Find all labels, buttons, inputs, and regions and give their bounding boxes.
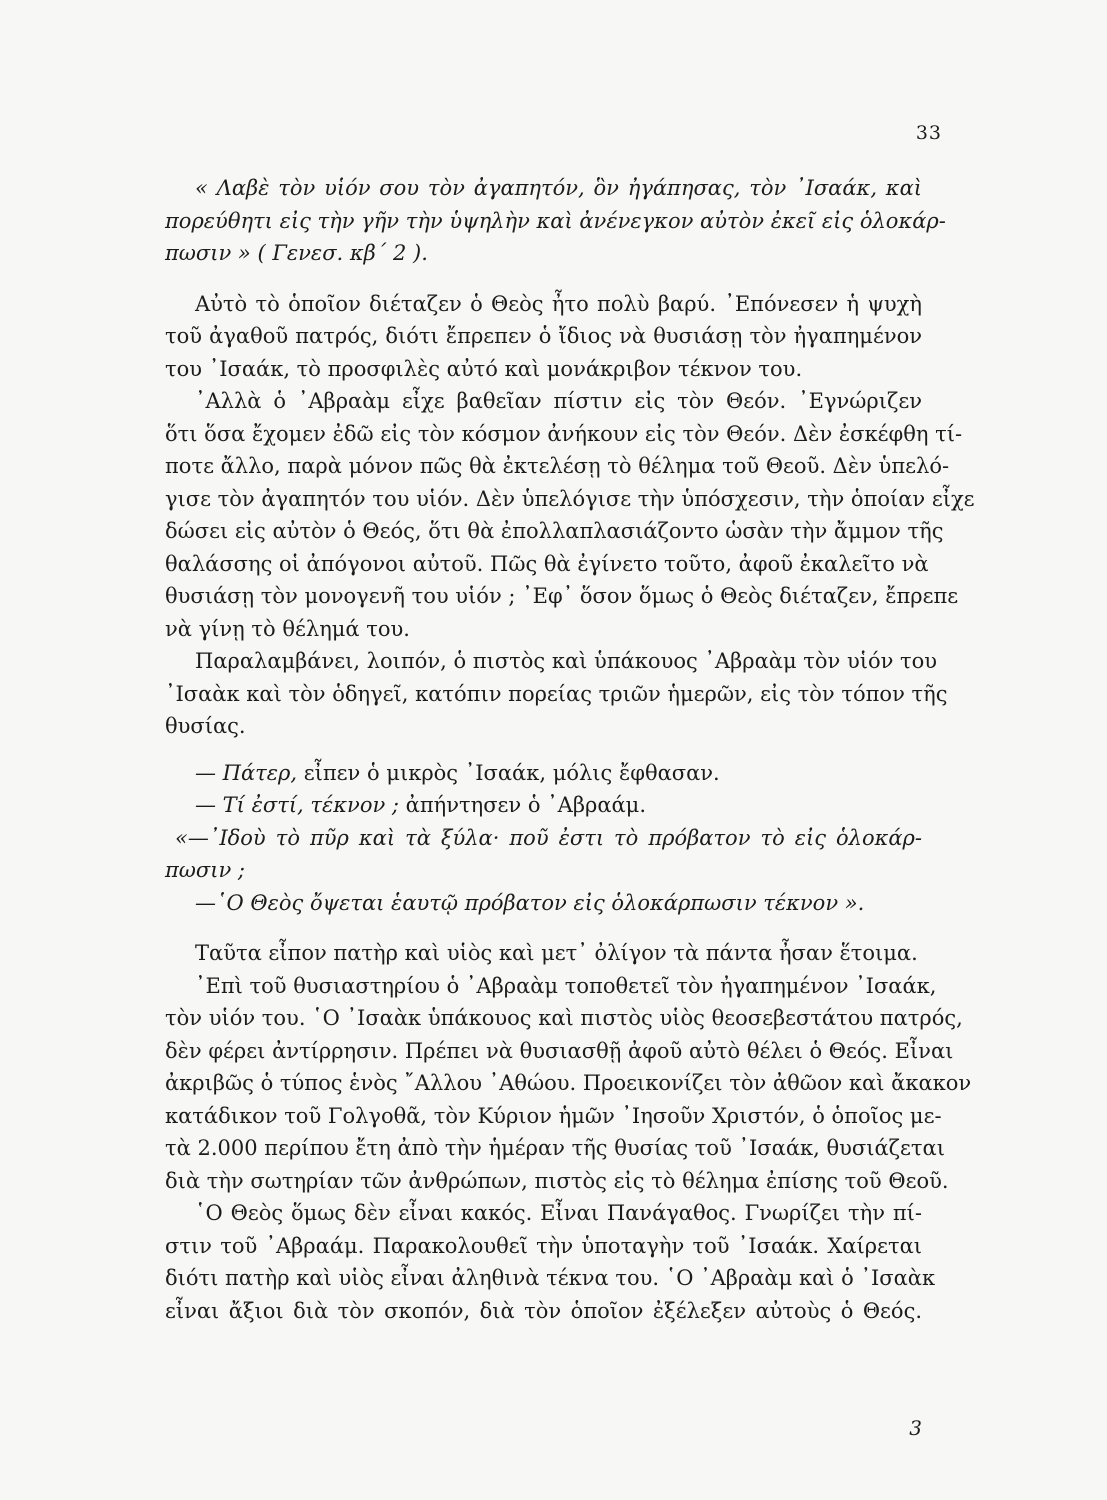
paragraph-line: ἀκριβῶς ὁ τύπος ἑνὸς ῎Αλλου ᾿Αθώου. Προεικονίζει τὸν ἀθῶον καὶ ἄκακον: [165, 1071, 972, 1095]
paragraph-line: ᾿Αλλὰ ὁ ᾿Αβραὰμ εἶχε βαθεῖαν πίστιν εἰς τὸν Θεόν. ᾿Εγνώριζεν: [195, 389, 922, 413]
paragraph-line: γισε τὸν ἀγαπητόν του υἱόν. Δὲν ὑπελόγισε τὴν ὑπόσχεσιν, τὴν ὁποίαν εἶχε: [165, 486, 975, 511]
spacer: [165, 270, 922, 288]
paragraph-line: τὰ 2.000 περίπου ἔτη ἀπὸ τὴν ἡμέραν τῆς θυσίας τοῦ ᾿Ισαάκ, θυσιάζεται: [165, 1136, 945, 1160]
dialogue-narration: εἶπεν ὁ μικρὸς ᾿Ισαάκ, μόλις ἔφθασαν.: [297, 760, 720, 785]
paragraph-line: Ταῦτα εἶπον πατὴρ καὶ υἱὸς καὶ μετ᾿ ὀλίγον τὰ πάντα ἦσαν ἕτοιμα.: [195, 941, 918, 965]
paragraph-line: θυσιάσῃ τὸν μονογενῆ του υἱόν ; ᾿Εφ᾿ ὅσον ὅμως ὁ Θεὸς διέταζεν, ἔπρεπε: [165, 584, 959, 608]
quote-line: πορεύθητι εἰς τὴν γῆν τὴν ὑψηλὴν καὶ ἀνένεγκον αὐτὸν ἐκεῖ εἰς ὁλοκάρ-: [165, 208, 946, 233]
spacer: [165, 743, 922, 757]
paragraph-line: Αὐτὸ τὸ ὁποῖον διέταζεν ὁ Θεὸς ἦτο πολὺ βαρύ. ᾿Επόνεσεν ἡ ψυχὴ: [195, 291, 922, 316]
spacer: [165, 919, 922, 937]
dialogue-line: [165, 757, 922, 790]
paragraph-line: ῾Ο Θεὸς ὅμως δὲν εἶναι κακός. Εἶναι Πανάγαθος. Γνωρίζει τὴν πί-: [195, 1201, 922, 1225]
paragraph-line: ὅτι ὅσα ἔχομεν ἐδῶ εἰς τὸν κόσμον ἀνήκουν εἰς τὸν Θεόν. Δὲν ἐσκέφθη τί-: [165, 421, 963, 446]
paragraph-line: διότι πατὴρ καὶ υἱὸς εἶναι ἀληθινὰ τέκνα του. ῾Ο ᾿Αβραὰμ καὶ ὁ ᾿Ισαὰκ: [165, 1266, 936, 1290]
paragraph-line: κατάδικον τοῦ Γολγοθᾶ, τὸν Κύριον ἡμῶν ᾿Ιησοῦν Χριστόν, ὁ ὁποῖος με-: [165, 1103, 942, 1128]
signature-mark: 3: [909, 1416, 922, 1440]
paragraph-line: ᾿Επὶ τοῦ θυσιαστηρίου ὁ ᾿Αβραὰμ τοποθετεῖ τὸν ἠγαπημένον ᾿Ισαάκ,: [195, 973, 937, 998]
paragraph-line: νὰ γίνῃ τὸ θέλημά του.: [165, 616, 410, 641]
paragraph-line: του ᾿Ισαάκ, τὸ προσφιλὲς αὐτό καὶ μονάκριβον τέκνον του.: [165, 356, 803, 381]
paragraph-line: ᾿Ισαὰκ καὶ τὸν ὁδηγεῖ, κατόπιν πορείας τριῶν ἡμερῶν, εἰς τὸν τόπον τῆς: [165, 681, 948, 706]
paragraph-line: τὸν υἱόν του. ῾Ο ᾿Ισαὰκ ὑπάκουος καὶ πιστὸς υἱὸς θεοσεβεστάτου πατρός,: [165, 1006, 963, 1030]
page-number: 33: [915, 122, 942, 144]
dialogue-line: «—᾿Ιδοὺ τὸ πῦρ καὶ τὰ ξύλα· ποῦ ἐστι τὸ πρόβατον τὸ εἰς ὁλοκάρ-: [175, 825, 922, 850]
quote-line: « Λαβὲ τὸν υἱόν σου τὸν ἀγαπητόν, ὃν ἠγάπησας, τὸν ᾿Ισαάκ, καὶ: [195, 176, 922, 200]
quote-line: πωσιν » ( Γενεσ. κβ΄ 2 ).: [165, 241, 428, 265]
paragraph-line: εἶναι ἄξιοι διὰ τὸν σκοπόν, διὰ τὸν ὁποῖον ἐξέλεξεν αὐτοὺς ὁ Θεός.: [165, 1298, 922, 1323]
dialogue-line: [165, 789, 922, 822]
paragraph-line: δὲν φέρει ἀντίρρησιν. Πρέπει νὰ θυσιασθῇ ἀφοῦ αὐτὸ θέλει ὁ Θεός. Εἶναι: [165, 1038, 954, 1063]
dialogue-speech: — Πάτερ,: [195, 760, 298, 785]
paragraph-line: στιν τοῦ ᾿Αβραάμ. Παρακολουθεῖ τὴν ὑποταγὴν τοῦ ᾿Ισαάκ. Χαίρεται: [165, 1233, 922, 1258]
paragraph-line: θαλάσσης οἱ ἀπόγονοι αὐτοῦ. Πῶς θὰ ἐγίνετο τοῦτο, ἀφοῦ ἐκαλεῖτο νὰ: [165, 551, 929, 576]
dialogue-speech: — Τί ἐστί, τέκνον ;: [195, 793, 399, 817]
paragraph-line: θυσίας.: [165, 714, 246, 738]
paragraph-line: ποτε ἄλλο, παρὰ μόνον πῶς θὰ ἐκτελέσῃ τὸ θέλημα τοῦ Θεοῦ. Δὲν ὑπελό-: [165, 454, 950, 478]
paragraph-line: δώσει εἰς αὐτὸν ὁ Θεός, ὅτι θὰ ἐπολλαπλασιάζοντο ὡσὰν τὴν ἄμμον τῆς: [165, 519, 944, 543]
paragraph-line: Παραλαμβάνει, λοιπόν, ὁ πιστὸς καὶ ὑπάκουος ᾿Αβραὰμ τὸν υἱόν του: [195, 649, 938, 673]
dialogue-line: —῾Ο Θεὸς ὄψεται ἑαυτῷ πρόβατον εἰς ὁλοκάρπωσιν τέκνον ».: [195, 890, 865, 915]
paragraph-line: διὰ τὴν σωτηρίαν τῶν ἀνθρώπων, πιστὸς εἰς τὸ θέλημα ἐπίσης τοῦ Θεοῦ.: [165, 1168, 949, 1193]
dialogue-narration: ἀπήντησεν ὁ ᾿Αβραάμ.: [398, 793, 647, 817]
body-text: [165, 172, 975, 1327]
paragraph-line: τοῦ ἀγαθοῦ πατρός, διότι ἔπρεπεν ὁ ἴδιος νὰ θυσιάσῃ τὸν ἠγαπημένον: [165, 324, 922, 348]
dialogue-line: πωσιν ;: [165, 858, 246, 882]
